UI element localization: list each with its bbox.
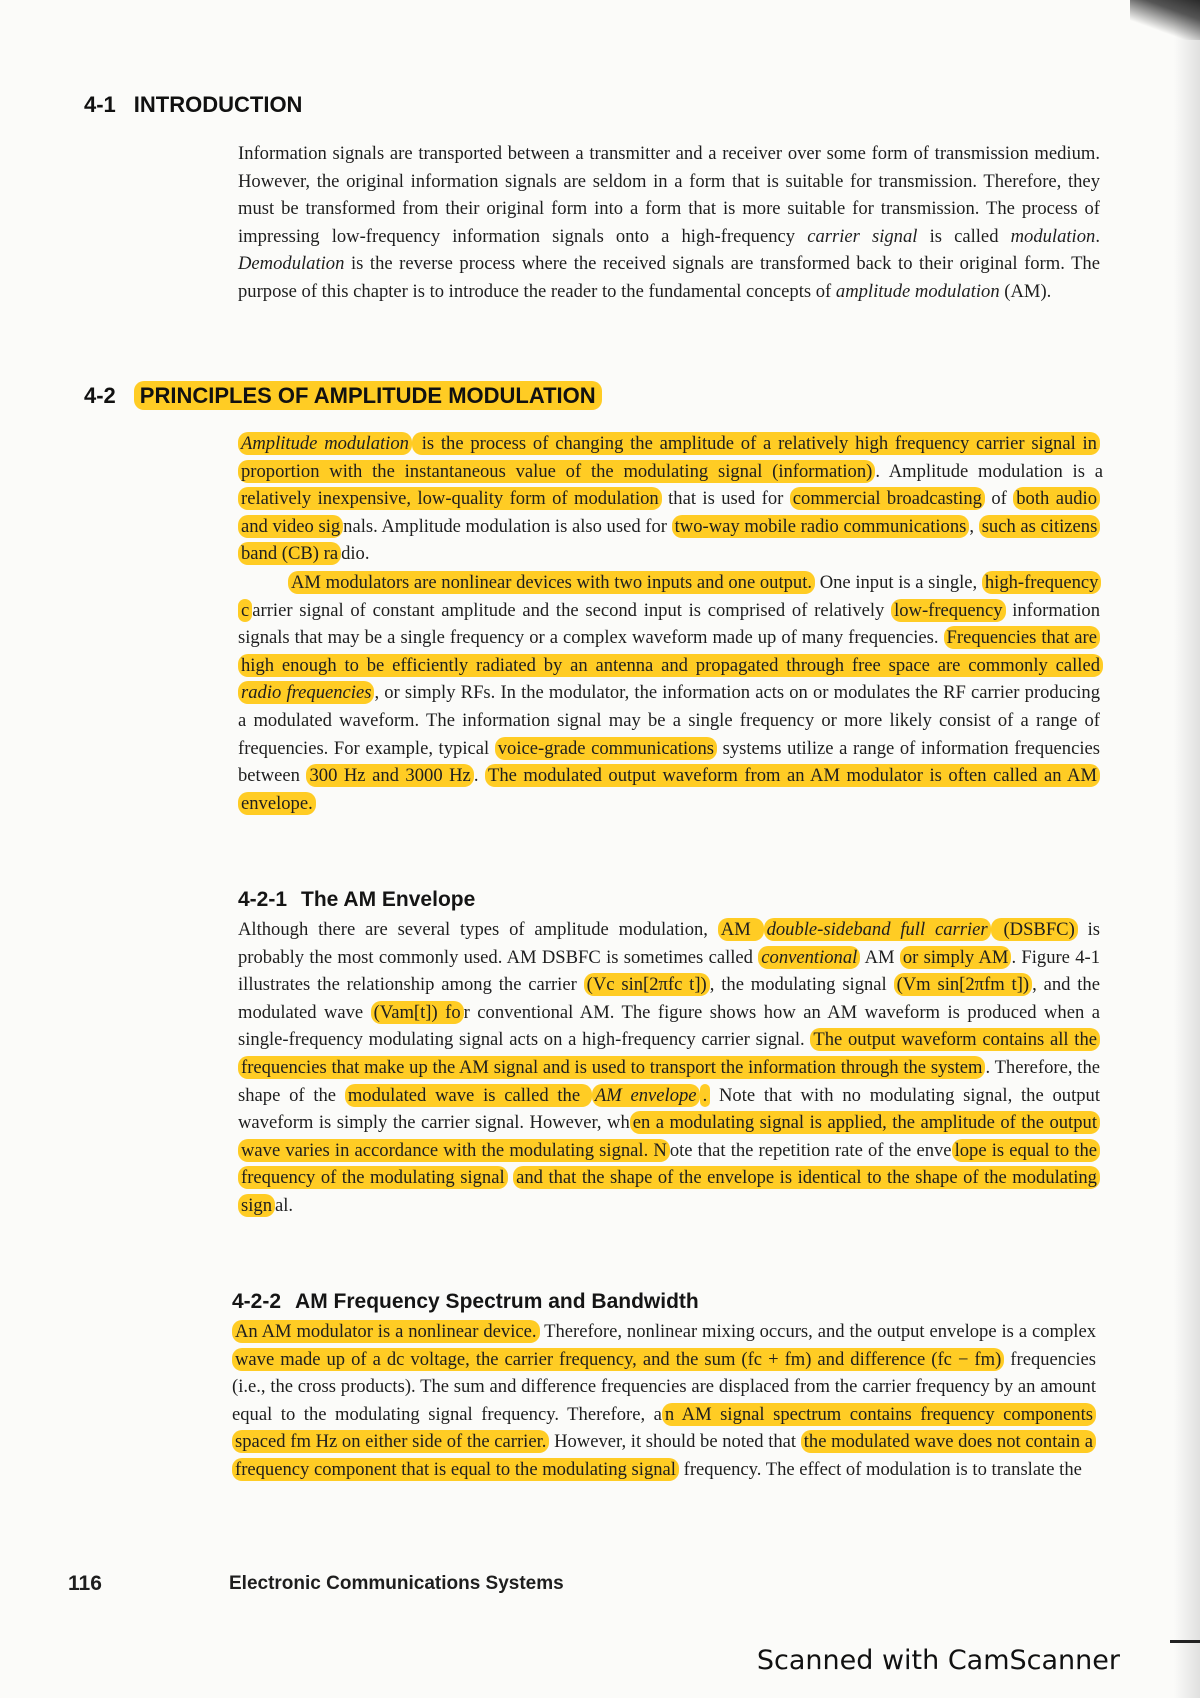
- text-run: that is used for: [661, 488, 790, 510]
- highlighted-text-run: wave made up of a dc voltage, the carrier frequency, and the sum (fc + fm) and difference (fc − fm): [232, 1348, 1004, 1371]
- subsection-number: 4-2-2: [232, 1290, 282, 1313]
- highlighted-text-run: radio frequencies: [238, 681, 374, 704]
- section-number: 4-2: [84, 383, 116, 408]
- section-title: INTRODUCTION: [133, 92, 303, 117]
- highlighted-text-run: (Vc sin[2πfc t]): [584, 973, 710, 996]
- text-run: systems utilize a range of information frequencies between: [238, 737, 1100, 787]
- highlighted-text-run: modulated wave is called the: [345, 1084, 592, 1107]
- text-run: ,: [969, 515, 979, 537]
- highlighted-text-run: An AM modulator is a nonlinear device.: [232, 1320, 540, 1343]
- text-run: dio.: [341, 543, 370, 565]
- section-number: 4-1: [84, 92, 116, 117]
- text-run: frequency. The effect of modulation is to translate the: [678, 1458, 1082, 1480]
- text-run: , and the modulated wave: [238, 974, 1100, 1023]
- text-run: .: [473, 765, 485, 787]
- highlighted-text-run: (Vm sin[2πfm t]): [894, 973, 1033, 996]
- page-edge-shadow: [1174, 0, 1200, 1698]
- highlighted-text-run: Frequencies that are high enough to be efficiently radiated by an antenna and propagated through free space are commonly called: [238, 626, 1103, 677]
- highlighted-text-run: The modulated output waveform from an AM modulator is often called an AM envelope.: [238, 764, 1100, 815]
- highlighted-text-run: AM envelope: [592, 1084, 700, 1107]
- highlighted-text-run: commercial broadcasting: [790, 487, 985, 510]
- text-run: amplitude modulation: [835, 280, 1000, 302]
- highlighted-text-run: 300 Hz and 3000 Hz: [306, 764, 473, 787]
- highlighted-text-run: both audio and video sig: [238, 487, 1100, 538]
- text-run: Therefore, nonlinear mixing occurs, and the output envelope is a complex: [539, 1321, 1096, 1342]
- edge-tick-mark: [1170, 1640, 1200, 1643]
- text-run: ote that the repetition rate of the enve: [669, 1139, 952, 1161]
- subsection-heading-envelope: [238, 888, 475, 912]
- highlighted-text-run: lope is equal to the frequency of the modulating signal: [238, 1139, 1100, 1190]
- text-run: AM: [860, 946, 900, 968]
- text-run: Although there are several types of amplitude modulation,: [238, 919, 718, 940]
- text-run: is probably the most commonly used. AM DSBFC is sometimes called: [238, 919, 1100, 968]
- text-run: nals. Amplitude modulation is also used for: [343, 515, 672, 537]
- text-run: carrier signal: [807, 225, 918, 247]
- text-run: . Therefore, the shape of the: [238, 1056, 1100, 1106]
- text-run: is called: [917, 225, 1011, 247]
- text-run: (AM).: [999, 280, 1052, 302]
- book-title: Electronic Communications Systems: [229, 1573, 564, 1594]
- subsection-heading-spectrum: [232, 1290, 699, 1314]
- text-run: frequencies (i.e., the cross products). The sum and difference frequencies are displaced from the carrier frequency by an amount equal to the modulating signal frequency. Therefore, a: [232, 1348, 1096, 1425]
- text-run: .: [1095, 225, 1100, 247]
- highlighted-text-run: low-frequency: [891, 599, 1005, 622]
- section-heading-principles: [84, 383, 602, 409]
- text-run: Demodulation: [238, 253, 345, 275]
- highlighted-text-run: double-sideband full carrier: [764, 918, 991, 941]
- text-run: modulation: [1010, 225, 1096, 247]
- section-heading-intro: [84, 92, 302, 118]
- envelope-paragraph: [238, 916, 1100, 1220]
- scanner-watermark: Scanned with CamScanner: [756, 1645, 1120, 1676]
- highlighted-text-run: the modulated wave does not contain a frequency component that is equal to the modulating signal: [232, 1430, 1096, 1481]
- intro-paragraph: [238, 140, 1100, 306]
- subsection-title: AM Frequency Spectrum and Bandwidth: [295, 1290, 699, 1313]
- text-run: al.: [275, 1194, 294, 1216]
- text-run: is the reverse process where the received signals are transformed back to their original form. The purpose of this chapter is to introduce the reader to the fundamental concepts of: [238, 253, 1100, 302]
- highlighted-text-run: voice-grade communications: [495, 737, 717, 760]
- page-number: 116: [68, 1572, 102, 1595]
- highlighted-text-run: .: [700, 1084, 711, 1107]
- text-run: Note that with no modulating signal, the output waveform is simply the carrier signal. However, wh: [238, 1084, 1100, 1134]
- highlighted-text-run: and that the shape of the envelope is identical to the shape of the modulating sign: [238, 1166, 1100, 1217]
- text-run: information signals that may be a single frequency or a complex waveform made up of many frequencies.: [238, 599, 1101, 649]
- highlighted-text-run: or simply AM: [900, 946, 1012, 969]
- highlighted-text-run: n AM signal spectrum contains frequency components spaced fm Hz on either side of the carrier.: [232, 1403, 1096, 1454]
- highlighted-text-run: (Vam[t]) fo: [371, 1001, 464, 1024]
- highlighted-text-run: two-way mobile radio communications: [672, 515, 970, 538]
- subsection-title: The AM Envelope: [301, 888, 476, 911]
- text-run: . Amplitude modulation is a: [875, 460, 1103, 482]
- text-run: , the modulating signal: [709, 974, 894, 996]
- highlighted-text-run: AM: [718, 918, 764, 941]
- text-run: However, it should be noted that: [549, 1431, 801, 1453]
- text-run: . Figure 4-1 illustrates the relationship among the carrier: [238, 946, 1101, 996]
- text-run: , or simply RFs. In the modulator, the information acts on or modulates the RF carrier producing a modulated waveform. The information signal may be a single frequency or more likely consist of a range of frequencies. For example, typical: [238, 682, 1100, 759]
- highlighted-text-run: such as citizens band (CB) ra: [238, 515, 1100, 566]
- highlighted-text-run: is the process of changing the amplitude of a relatively high frequency carrier signal in proportion with the instantaneous value of the modulating signal (information): [238, 432, 1100, 483]
- highlighted-text-run: conventional: [758, 946, 860, 969]
- highlighted-text-run: relatively inexpensive, low-quality form of modulation: [238, 487, 662, 510]
- text-run: Information signals are transported between a transmitter and a receiver over some form of transmission medium. However, the original information signals are seldom in a form that is suitable for transmission. Therefore, they must be transformed from their original form into a form that is more suitable for transmission. The process of impressing low-frequency information signals onto a high-frequency: [238, 143, 1100, 247]
- spectrum-paragraph: [232, 1318, 1096, 1484]
- text-run: One input is a single,: [815, 572, 982, 593]
- section-title: PRINCIPLES OF AMPLITUDE MODULATION: [134, 381, 602, 410]
- subsection-number: 4-2-1: [238, 888, 288, 911]
- principles-paragraph-1: [238, 430, 1103, 568]
- corner-scan-artifact: [1130, 0, 1200, 40]
- highlighted-text-run: (DSBFC): [991, 918, 1078, 941]
- highlighted-text-run: The output waveform contains all the frequencies that make up the AM signal and is used to transport the information through the system: [238, 1028, 1100, 1079]
- highlighted-text-run: high-frequency c: [238, 571, 1101, 622]
- text-run: arrier signal of constant amplitude and the second input is comprised of relatively: [252, 599, 892, 621]
- text-run: r conventional AM. The figure shows how an AM waveform is produced when a single-frequency modulating signal acts on a high-frequency carrier signal.: [238, 1001, 1100, 1051]
- text-run: of: [984, 488, 1014, 510]
- highlighted-text-run: AM modulators are nonlinear devices with two inputs and one output.: [288, 571, 815, 594]
- principles-paragraph-2: [238, 569, 1100, 817]
- highlighted-text-run: Amplitude modulation: [238, 432, 412, 455]
- highlighted-text-run: en a modulating signal is applied, the amplitude of the output wave varies in accordance with the modulating signal. N: [238, 1111, 1100, 1162]
